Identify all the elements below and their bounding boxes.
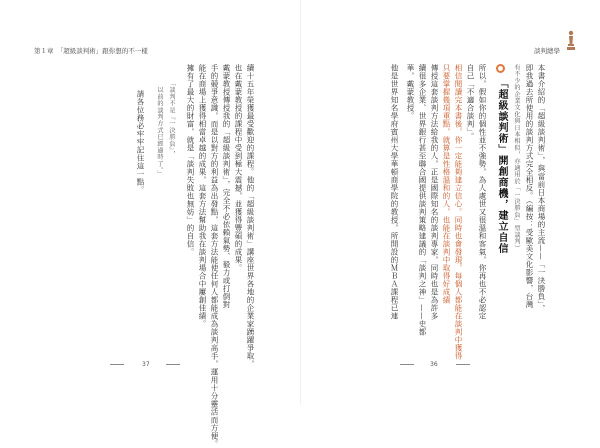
body-column: 所以，假如你的個性並不強勢，為人處世又很溫和客氣，你再也不必認定 [478, 64, 487, 320]
bullet-circle-icon [496, 64, 505, 73]
highlight-column: 相信閱讀完本書後，你一定能夠建立信心。同時也會發現，每個人都能在談判中獲得 [454, 64, 463, 360]
section-heading: 「超級談判術」開創商機，建立自信 [496, 78, 507, 254]
editor-note-column: 有不少的企業文化與日本相似，亦適用於「一決勝負」型談判） [513, 64, 520, 252]
right-running-header: 談判總學 [534, 47, 560, 55]
body-column: 即我過去所使用的談判方式完全相反。（編按：受歐美文化影響，台灣 [525, 64, 534, 309]
body-column: 華，戴蒙教授。 [406, 64, 415, 120]
body-column: 擁有了最大的財富，就是「談判失敗也無妨」的自信。 [186, 64, 195, 256]
body-column: 自己「不適合談判」。 [466, 64, 475, 141]
body-column: 能在商場上獲得相當卓越的成果，這套方法幫助我在談判場合中屢創佳績。 [198, 64, 207, 328]
left-running-header: 第１章 「超級談判術」跟你想的不一樣 [34, 47, 148, 55]
body-column: 也在戴蒙教授的課程中受到極大震撼，並獲得豐碩的成果。 [234, 64, 243, 272]
body-column: 續十五年榮獲最受歡迎的課程。他的「超級談判術」講座世界各地的企業家踴躍爭取， [246, 64, 255, 368]
highlight-column: 只要掌握幾項重點，就算是性格溫和的人，也能在談判中取得好成績 [442, 64, 451, 304]
body-column: 手的競爭意識，而是以對方的利益為出發點，這套方法能使任何人都能成為談判高手，運用十分靈活而方便。 [210, 64, 219, 448]
left-page-number: 37 [142, 361, 150, 368]
quote-line: 以前的談判方式已經過時了。」 [156, 80, 163, 178]
footer-rule [400, 364, 414, 365]
body-column: 續很多企業、世界銀行甚至聯合國提供談判策略建議的「談判之神」——史都 [418, 64, 427, 336]
body-column: 請各位務必牢牢記住這一點。 [136, 90, 145, 194]
footer-rule [166, 364, 180, 365]
body-column: 傳授這套談判方法給我的人，正是國際知名的談判專家，同時也是為許多 [430, 64, 439, 320]
chess-piece-icon [566, 30, 576, 52]
body-column: 本書介紹的「超級談判術」，與當前日本商場的主流——「一決勝負」， [537, 64, 546, 313]
footer-rule [456, 364, 470, 365]
right-page-number: 36 [430, 361, 438, 368]
footer-rule [110, 364, 124, 365]
spine-divider [300, 0, 301, 405]
body-column: 他是世界知名學府賓州大學華頓商學院的教授，所開設的ＭＢＡ課程已連 [390, 64, 399, 320]
body-column: 戴蒙教授傳授我的「超級談判術」，完全不必依賴氣勢、毅力或打倒對 [222, 64, 231, 309]
quote-line: 「談判不是『一決勝負』， [168, 80, 175, 158]
